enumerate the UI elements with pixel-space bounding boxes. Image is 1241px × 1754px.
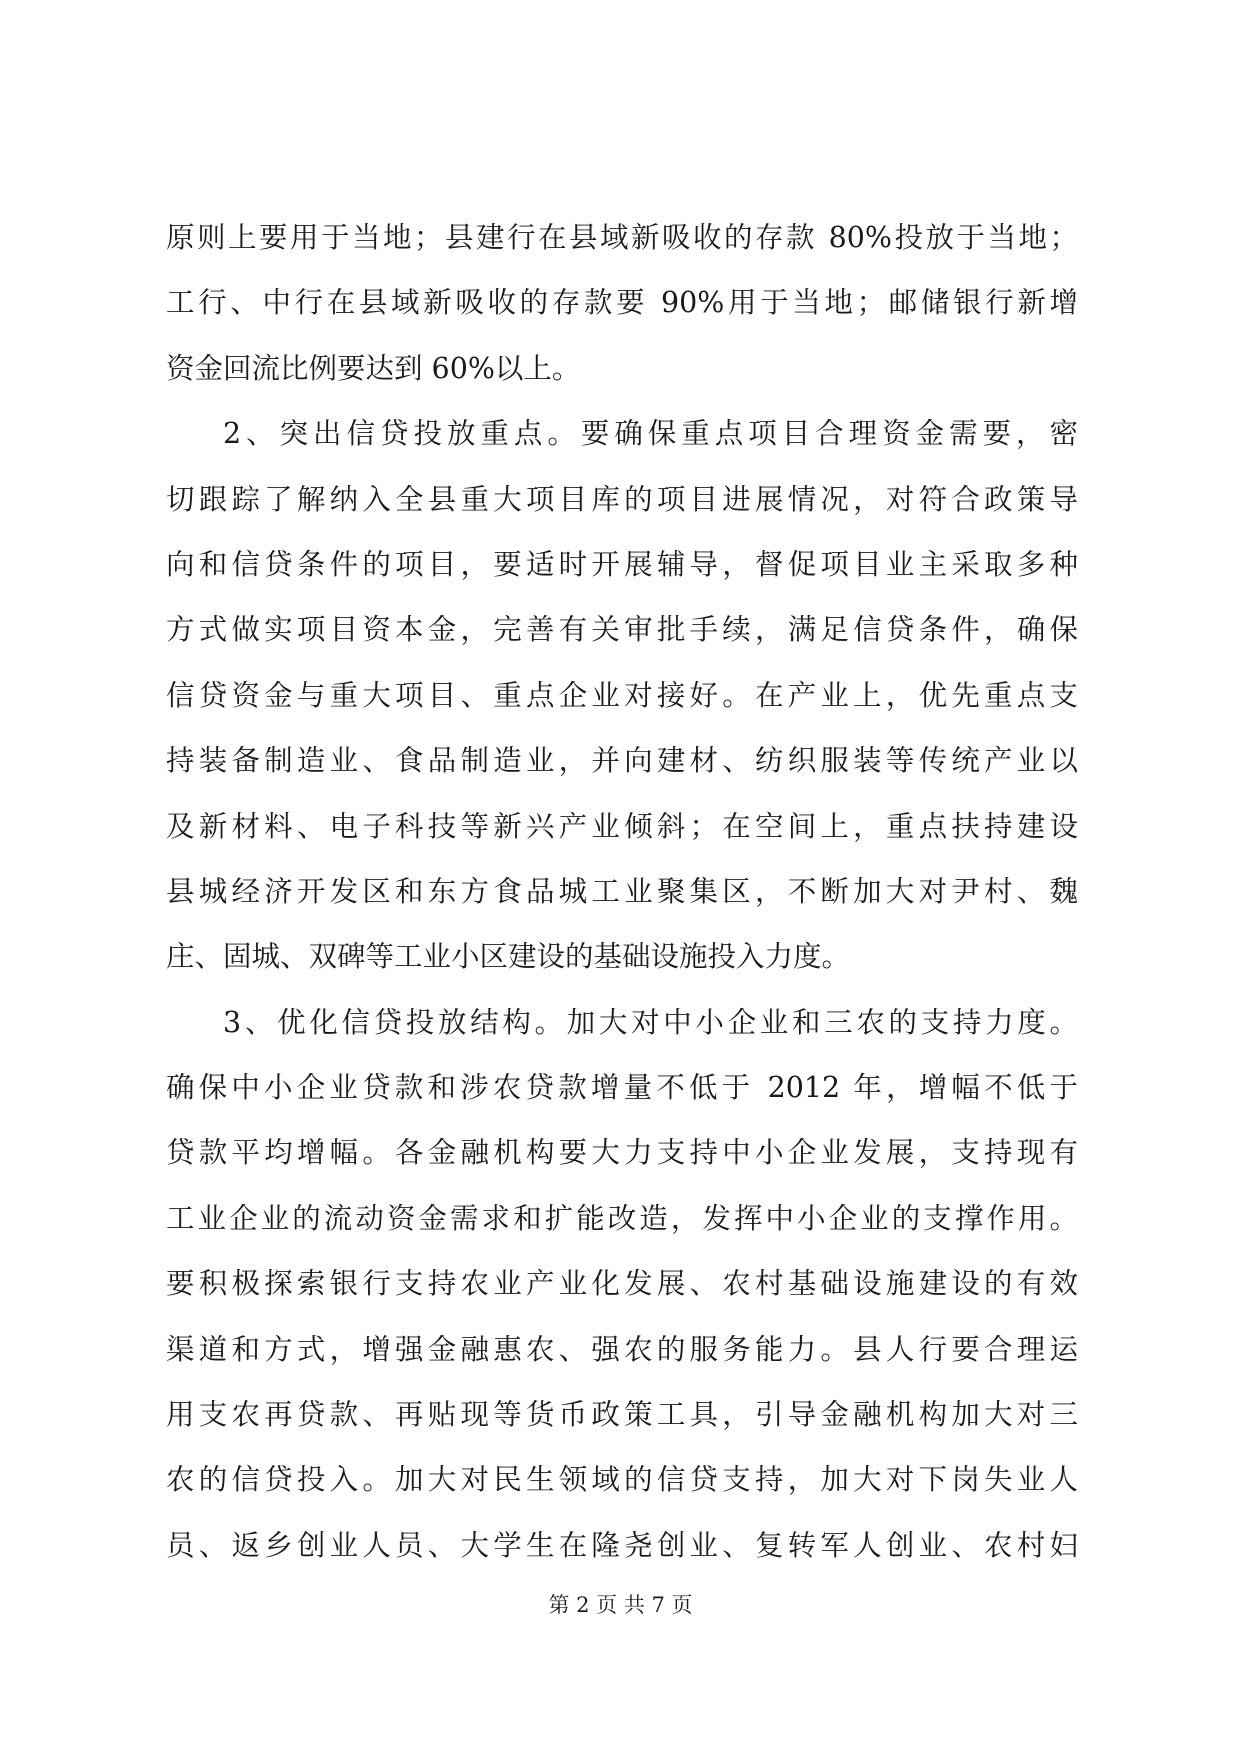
text-line: 工行、中行在县域新吸收的存款要 90%用于当地；邮储银行新增	[166, 286, 1078, 320]
body-text	[166, 205, 1078, 1578]
text-line: 用支农再贷款、再贴现等货币政策工具，引导金融机构加大对三	[166, 1398, 1078, 1432]
paragraph-start-line: 2、突出信贷投放重点。要确保重点项目合理资金需要，密	[223, 417, 1078, 451]
text-line: 确保中小企业贷款和涉农贷款增量不低于 2012 年，增幅不低于	[166, 1071, 1078, 1105]
text-line: 农的信贷投入。加大对民生领域的信贷支持，加大对下岗失业人	[166, 1463, 1078, 1497]
text-line: 县城经济开发区和东方食品城工业聚集区，不断加大对尹村、魏	[166, 874, 1078, 908]
text-line: 持装备制造业、食品制造业，并向建材、纺织服装等传统产业以	[166, 744, 1078, 778]
page-number-footer: 第 2 页 共 7 页	[548, 1593, 693, 1617]
text-line: 方式做实项目资本金，完善有关审批手续，满足信贷条件，确保	[166, 613, 1078, 647]
text-line: 渠道和方式，增强金融惠农、强农的服务能力。县人行要合理运	[166, 1332, 1078, 1366]
text-line: 资金回流比例要达到 60%以上。	[166, 351, 581, 385]
text-line: 员、返乡创业人员、大学生在隆尧创业、复转军人创业、农村妇	[166, 1528, 1078, 1562]
text-line: 向和信贷条件的项目，要适时开展辅导，督促项目业主采取多种	[166, 547, 1078, 581]
text-line: 信贷资金与重大项目、重点企业对接好。在产业上，优先重点支	[166, 678, 1078, 712]
text-line: 要积极探索银行支持农业产业化发展、农村基础设施建设的有效	[166, 1267, 1078, 1301]
text-line: 原则上要用于当地；县建行在县域新吸收的存款 80%投放于当地；	[166, 221, 1078, 254]
text-line: 贷款平均增幅。各金融机构要大力支持中小企业发展，支持现有	[166, 1136, 1078, 1170]
text-line: 及新材料、电子科技等新兴产业倾斜；在空间上，重点扶持建设	[166, 809, 1078, 843]
text-line: 切跟踪了解纳入全县重大项目库的项目进展情况，对符合政策导	[166, 482, 1078, 516]
text-line: 庄、固城、双碑等工业小区建设的基础设施投入力度。	[166, 940, 851, 974]
text-line: 工业企业的流动资金需求和扩能改造，发挥中小企业的支撑作用。	[166, 1201, 1078, 1235]
paragraph-start-line: 3、优化信贷投放结构。加大对中小企业和三农的支持力度。	[223, 1005, 1078, 1039]
